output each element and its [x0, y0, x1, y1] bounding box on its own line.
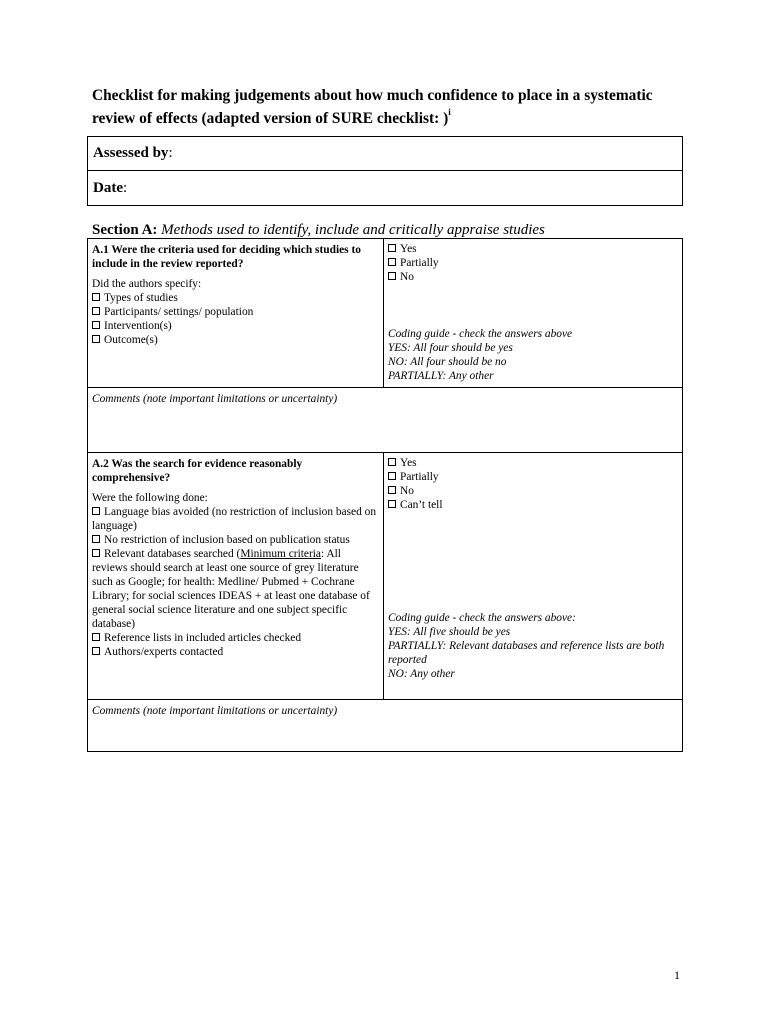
section-heading	[92, 222, 545, 239]
checkbox-icon[interactable]	[388, 458, 396, 466]
question-a2-row	[88, 453, 682, 700]
date-field[interactable]: Date :	[93, 179, 128, 196]
checkbox-icon[interactable]	[92, 507, 100, 515]
checkbox-icon[interactable]	[92, 335, 100, 343]
question-a2-cell	[88, 453, 384, 699]
question-a1-cell	[88, 239, 384, 387]
a1-option-partially[interactable]: Partially	[388, 256, 678, 270]
a2-item-publication-status[interactable]: No restriction of inclusion based on publication status	[92, 533, 379, 547]
a2-comments-label: Comments (note important limitations or uncertainty)	[92, 705, 338, 717]
checkbox-icon[interactable]	[92, 535, 100, 543]
checkbox-icon[interactable]	[388, 244, 396, 252]
a2-option-cant-tell[interactable]: Can’t tell	[388, 498, 678, 512]
a2-item-reference-lists[interactable]: Reference lists in included articles checked	[92, 631, 379, 645]
a2-item-databases[interactable]: Relevant databases searched (Minimum criteria: All reviews should search at least one source of grey literature such as Google; for health: Medline/ Pubmed + Cochrane Library; for social sciences IDEAS + at least one database of general social science literature and one subject specific database)	[92, 548, 370, 630]
a2-option-partially[interactable]: Partially	[388, 470, 678, 484]
checkbox-icon[interactable]	[92, 647, 100, 655]
checklist-table	[87, 238, 683, 752]
a2-item-language-bias[interactable]: Language bias avoided (no restriction of inclusion based on language)	[92, 506, 377, 532]
question-a2-prompt: Were the following done:	[92, 492, 208, 504]
page-number: 1	[674, 968, 680, 982]
page-title	[92, 86, 692, 128]
checkbox-icon[interactable]	[388, 258, 396, 266]
title-footnote-marker: i	[448, 107, 451, 117]
a2-coding-guide: Coding guide - check the answers above: YES: All five should be yes PARTIALLY: Relevant databases and reference lists are both reported NO: Any other	[388, 612, 665, 680]
title-line-2: review of effects (adapted version of SURE checklist: )	[92, 110, 449, 128]
a2-option-yes[interactable]: Yes	[388, 456, 678, 470]
a1-comments-field[interactable]	[88, 388, 682, 453]
question-a1-text: A.1 Were the criteria used for deciding which studies to include in the review reported?	[92, 244, 361, 270]
answer-a2-cell	[384, 453, 682, 699]
answer-a1-cell	[384, 239, 682, 387]
assessment-box	[87, 136, 683, 206]
a1-item-outcomes[interactable]: Outcome(s)	[92, 333, 379, 347]
checkbox-icon[interactable]	[388, 500, 396, 508]
checkbox-icon[interactable]	[92, 321, 100, 329]
title-line-1: Checklist for making judgements about how much confidence to place in a systematic	[92, 87, 653, 104]
checkbox-icon[interactable]	[92, 293, 100, 301]
a1-option-no[interactable]: No	[388, 270, 678, 284]
question-a1-row	[88, 239, 682, 388]
a1-item-participants[interactable]: Participants/ settings/ population	[92, 305, 379, 319]
question-a1-prompt: Did the authors specify:	[92, 278, 202, 290]
a1-item-types-of-studies[interactable]: Types of studies	[92, 291, 379, 305]
section-title: Methods used to identify, include and critically appraise studies	[161, 222, 545, 238]
question-a2-text: A.2 Was the search for evidence reasonably comprehensive?	[92, 458, 303, 484]
a2-option-no[interactable]: No	[388, 484, 678, 498]
assessed-by-field[interactable]: Assessed by :	[88, 137, 682, 171]
section-label: Section A:	[92, 222, 158, 238]
a1-option-yes[interactable]: Yes	[388, 242, 678, 256]
a1-coding-guide: Coding guide - check the answers above YES: All four should be yes NO: All four should be no PARTIALLY: Any other	[388, 328, 573, 382]
a1-comments-label: Comments (note important limitations or uncertainty)	[92, 393, 338, 405]
date-label: Date	[93, 179, 123, 196]
checkbox-icon[interactable]	[388, 486, 396, 494]
checkbox-icon[interactable]	[92, 307, 100, 315]
checkbox-icon[interactable]	[388, 272, 396, 280]
a2-comments-field[interactable]	[88, 700, 682, 751]
checkbox-icon[interactable]	[92, 633, 100, 641]
checkbox-icon[interactable]	[388, 472, 396, 480]
assessed-by-label: Assessed by	[93, 145, 169, 161]
a2-item-authors-contacted[interactable]: Authors/experts contacted	[92, 645, 379, 659]
checkbox-icon[interactable]	[92, 549, 100, 557]
a1-item-interventions[interactable]: Intervention(s)	[92, 319, 379, 333]
